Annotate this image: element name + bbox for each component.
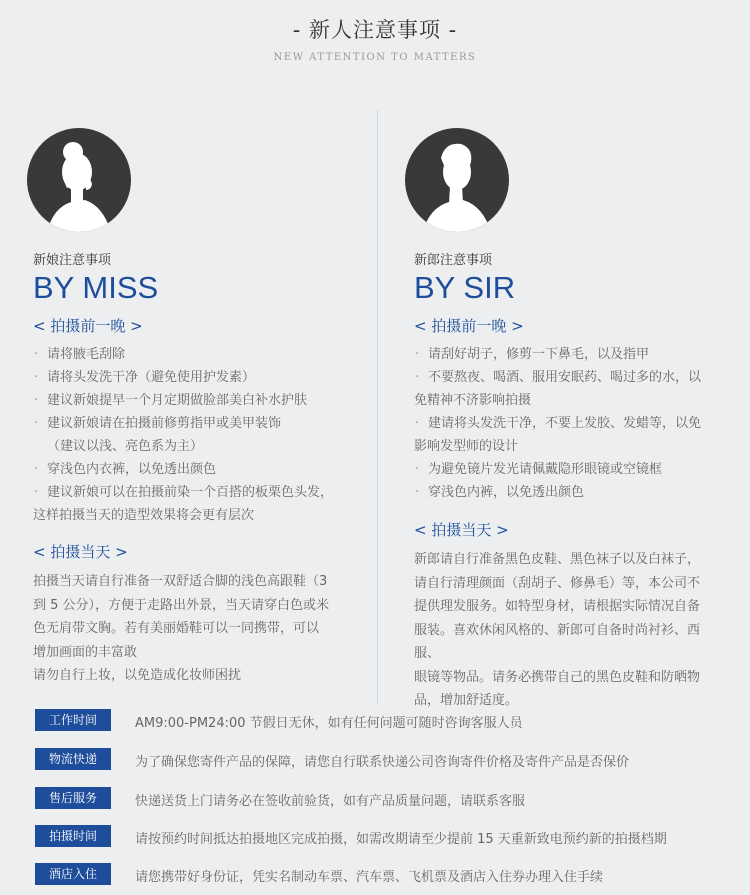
page-subtitle: NEW ATTENTION TO MATTERS [273,52,477,63]
groom-day-text: 新郎请自行准备黑色皮鞋、黑色袜子以及白袜子， 请自行清理颜面（刮胡子、修鼻毛）等，本公司不 提供理发服务。如特型身材，请根据实际情况自备 服装。喜欢休闲风格的、新郎可自备时尚衬衫、西服、 眼镜等物品。请务必携带自己的黑色皮鞋和防晒物 品，增加舒适度。 [414,552,701,708]
list-item: · 穿浅色内裤，以免透出颜色 [415,485,585,500]
bride-heading: BY MISS [33,270,159,305]
list-item: · 不要熬夜、喝酒、服用安眠药、喝过多的水，以 [415,370,702,385]
info-row-after-sales [35,787,715,811]
info-row-shooting-time [35,825,715,849]
list-item: · 建议新娘可以在拍摄前染一个百搭的板栗色头发， [34,485,334,500]
list-item: · 建请将头发洗干净，不要上发胶、发蜡等，以免 [415,416,702,431]
list-item: · 请刮好胡子，修剪一下鼻毛，以及指甲 [415,347,650,362]
list-item: · 请将头发洗干净（避免使用护发素） [34,370,256,385]
list-item: · 请将腋毛刮除 [34,347,126,362]
bride-silhouette-icon [27,128,131,232]
bride-label: 新娘注意事项 [33,253,112,268]
groom-night-list [414,343,714,504]
info-text: 为了确保您寄件产品的保障，请您自行联系快递公司咨询寄件价格及寄件产品是否保价 [135,755,630,770]
bride-night-list [33,343,353,527]
groom-heading: BY SIR [414,270,516,305]
list-item: · 建议新娘请在拍摄前修剪指甲或美甲装饰 [34,416,282,431]
info-row-work-hours [35,709,715,733]
info-tag: 售后服务 [35,787,111,809]
info-tag: 工作时间 [35,709,111,731]
info-tag: 拍摄时间 [35,825,111,847]
bride-day-title: < 拍摄当天 > [33,543,128,561]
list-item-continuation: （建议以浅、亮色系为主） [47,439,204,454]
info-tag: 物流快递 [35,748,111,770]
list-item: · 为避免镜片发光请佩戴隐形眼镜或空镜框 [415,462,663,477]
list-item-continuation: 免精神不济影响拍摄 [414,393,532,408]
info-text: 请按预约时间抵达拍摄地区完成拍摄，如需改期请至少提前 15 天重新致电预约新的拍摄档期 [135,832,667,847]
info-text: 快递送货上门请务必在签收前验货，如有产品质量问题，请联系客服 [135,794,526,809]
list-item-continuation: 这样拍摄当天的造型效果将会更有层次 [33,508,255,523]
groom-label: 新郎注意事项 [414,253,493,268]
column-divider [377,110,378,705]
groom-night-title: < 拍摄前一晚 > [414,317,524,335]
info-text: AM9:00-PM24:00 节假日无休，如有任何问题可随时咨询客服人员 [135,716,523,731]
info-text: 请您携带好身份证，凭实名制动车票、汽车票、飞机票及酒店入住券办理入住手续 [135,870,604,885]
page-header [0,14,750,63]
list-item-continuation: 影响发型师的设计 [414,439,519,454]
list-item: · 建议新娘提早一个月定期做脸部美白补水护肤 [34,393,308,408]
page-title: - 新人注意事项 - [292,18,458,42]
list-item: · 穿浅色内衣裤，以免透出颜色 [34,462,217,477]
bride-day-text: 拍摄当天请自行准备一双舒适合脚的浅色高跟鞋（3 到 5 公分），方便于走路出外景，当天请穿白色或米 色无肩带文胸。若有美丽婚鞋可以一同携带，可以 增加画面的丰富敢 请勿自行上妆，以免造成化妆师困扰 [33,574,330,683]
info-row-hotel [35,863,715,887]
bride-night-title: < 拍摄前一晚 > [33,317,143,335]
groom-silhouette-icon [405,128,509,232]
info-tag: 酒店入住 [35,863,111,885]
groom-day-title: < 拍摄当天 > [414,521,509,539]
info-row-logistics [35,748,715,772]
